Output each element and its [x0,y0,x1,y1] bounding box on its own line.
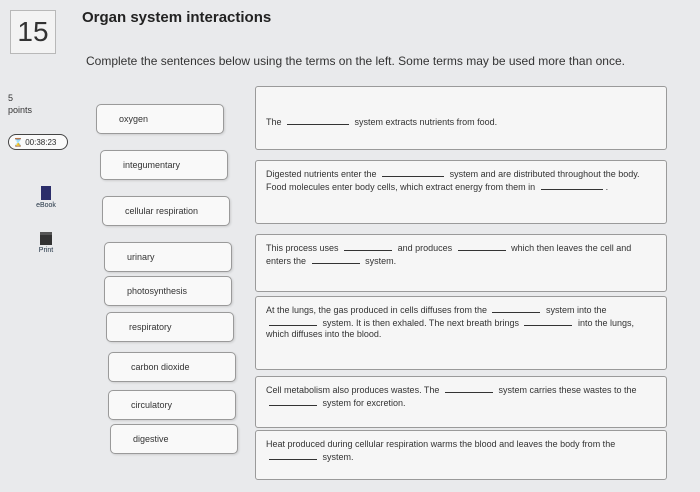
instructions-text: Complete the sentences below using the terms on the left. Some terms may be used more than once. [86,54,625,68]
answer-blank[interactable] [458,241,506,251]
term-respiratory[interactable]: respiratory [106,312,234,342]
sentence-2 [255,160,667,224]
term-circulatory[interactable]: circulatory [108,390,236,420]
sentence-text: system. [365,256,397,266]
ebook-label: eBook [36,202,56,209]
sentence-5 [255,376,667,428]
term-digestive[interactable]: digestive [110,424,238,454]
term-cellular-respiration[interactable]: cellular respiration [102,196,230,226]
term-carbon-dioxide[interactable]: carbon dioxide [108,352,236,382]
sentence-text: system. [322,452,354,462]
sentence-6 [255,430,667,480]
sentence-text: This process uses [266,243,339,253]
sentence-4 [255,296,667,370]
sentence-text: and produces [397,243,453,253]
book-icon [41,186,51,200]
sentence-text: system into the [546,305,607,315]
question-number: 15 [10,10,56,54]
answer-blank[interactable] [269,396,317,406]
answer-blank[interactable] [344,241,392,251]
sentence-text: into the lungs, which diffuses into the blood. [266,318,635,339]
question-title: Organ system interactions [82,9,272,26]
answer-blank[interactable] [287,115,349,125]
timer-value: 00:38:23 [25,138,57,147]
sentence-text: system and are distributed throughout the body. Food molecules enter body cells, which extract energy from them in [266,169,640,192]
points-block [8,92,32,116]
answer-blank[interactable] [312,254,360,264]
term-urinary[interactable]: urinary [104,242,232,272]
sentences-panel [255,86,675,486]
sentence-text: The [266,117,282,127]
print-button[interactable] [22,232,70,254]
answer-blank[interactable] [269,450,317,460]
points-label: points [8,105,33,115]
sentence-text: system for excretion. [322,398,406,408]
printer-icon [40,232,52,245]
sentence-1 [255,86,667,150]
sentence-3 [255,234,667,292]
answer-blank[interactable] [269,316,317,326]
term-integumentary[interactable]: integumentary [100,150,228,180]
sentence-text: Heat produced during cellular respiration warms the blood and leaves the body from the [266,439,616,449]
sentence-text: Digested nutrients enter the [266,169,377,179]
answer-blank[interactable] [445,383,493,393]
sentence-text: At the lungs, the gas produced in cells diffuses from the [266,305,487,315]
sentence-text: system carries these wastes to the [498,385,637,395]
answer-blank[interactable] [524,316,572,326]
hourglass-icon: ⌛ [13,138,23,147]
sentence-text: system. It is then exhaled. The next breath brings [322,318,519,328]
ebook-button[interactable] [22,186,70,209]
term-oxygen[interactable]: oxygen [96,104,224,134]
points-value: 5 [8,93,14,103]
answer-blank[interactable] [541,180,603,190]
sentence-text: Cell metabolism also produces wastes. The [266,385,440,395]
sentence-text: system extracts nutrients from food. [354,117,498,127]
print-label: Print [38,247,54,254]
answer-blank[interactable] [382,167,444,177]
answer-blank[interactable] [492,303,540,313]
sentence-text: which then leaves the cell and enters the [266,243,632,266]
sentence-text: . [605,182,609,192]
terms-panel [84,94,244,488]
term-photosynthesis[interactable]: photosynthesis [104,276,232,306]
timer [8,134,68,150]
